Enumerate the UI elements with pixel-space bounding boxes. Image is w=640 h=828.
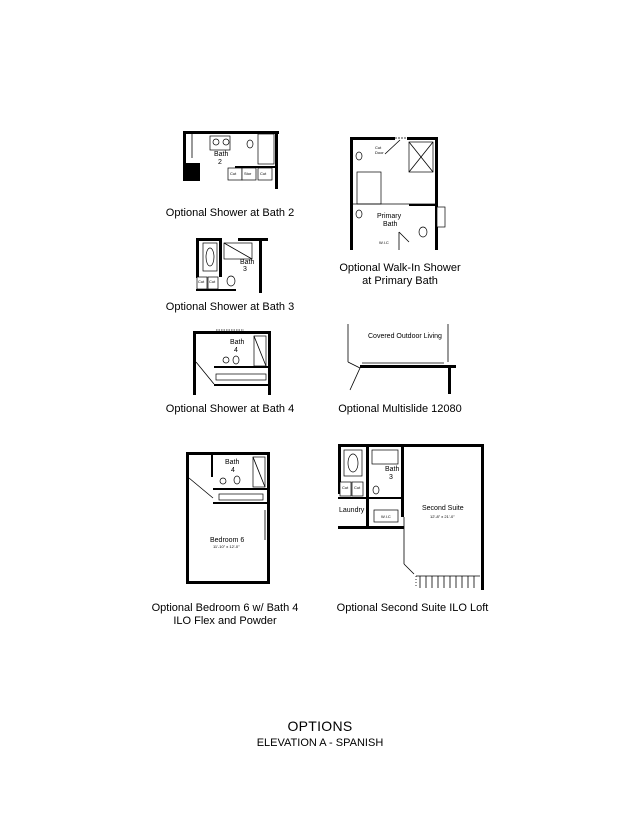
small-label: Cut xyxy=(198,279,205,284)
room-label: W.I.C xyxy=(381,514,391,519)
small-label: Cut xyxy=(375,145,382,150)
page-subtitle: ELEVATION A - SPANISH xyxy=(256,737,384,749)
room-label: Bedroom 6 xyxy=(210,537,245,544)
room-label: 3 xyxy=(389,474,393,481)
plan-shower-bath-2 xyxy=(180,128,280,190)
plan-shower-bath-3 xyxy=(193,235,273,295)
room-label: Bath xyxy=(214,151,229,158)
small-label: W.I.C xyxy=(379,240,389,245)
caption-line: at Primary Bath xyxy=(362,275,438,287)
small-label: Cut xyxy=(342,485,349,490)
room-label: Bath xyxy=(383,221,398,228)
caption-line: Optional Walk-In Shower xyxy=(339,262,461,274)
plan-bedroom-6 xyxy=(183,450,273,586)
page-title: OPTIONS xyxy=(287,718,353,734)
small-label: Cut xyxy=(230,171,237,176)
room-dimensions: 11'-10" x 12'-0" xyxy=(213,544,240,549)
small-label: Stor xyxy=(244,171,252,176)
plan-second-suite xyxy=(336,442,486,590)
room-label: 4 xyxy=(231,467,235,474)
caption-second-suite: Optional Second Suite ILO Loft xyxy=(336,602,489,614)
room-label: Second Suite xyxy=(422,505,464,512)
plan-walk-in-shower-primary xyxy=(345,132,455,252)
room-label: Bath xyxy=(240,259,255,266)
caption-bedroom-6 xyxy=(140,602,310,628)
plan-shower-bath-4 xyxy=(190,326,275,396)
caption-line: Optional Bedroom 6 w/ Bath 4 xyxy=(151,602,299,614)
room-label: Bath xyxy=(385,466,400,473)
room-label: 4 xyxy=(234,347,238,354)
caption-multislide: Optional Multislide 12080 xyxy=(338,403,462,415)
room-label: Laundry xyxy=(339,507,365,514)
caption-shower-bath-2: Optional Shower at Bath 2 xyxy=(165,207,295,219)
room-label: Primary xyxy=(377,213,402,220)
small-label: Cut xyxy=(260,171,267,176)
caption-line: ILO Flex and Powder xyxy=(173,615,277,627)
small-label: Cut xyxy=(209,279,216,284)
room-label: 2 xyxy=(218,159,222,166)
small-label: Cut xyxy=(354,485,361,490)
room-label: Bath xyxy=(225,459,240,466)
small-label: Door xyxy=(375,150,384,155)
caption-shower-bath-3: Optional Shower at Bath 3 xyxy=(165,301,295,313)
plan-multislide xyxy=(340,322,460,398)
room-label: Bath xyxy=(230,339,245,346)
caption-shower-bath-4: Optional Shower at Bath 4 xyxy=(165,403,295,415)
room-label: 3 xyxy=(243,266,247,273)
room-dimensions: 12'-8" x 21'-0" xyxy=(430,514,455,519)
caption-walk-in-shower-primary xyxy=(330,262,470,288)
room-label: Covered Outdoor Living xyxy=(368,333,442,340)
